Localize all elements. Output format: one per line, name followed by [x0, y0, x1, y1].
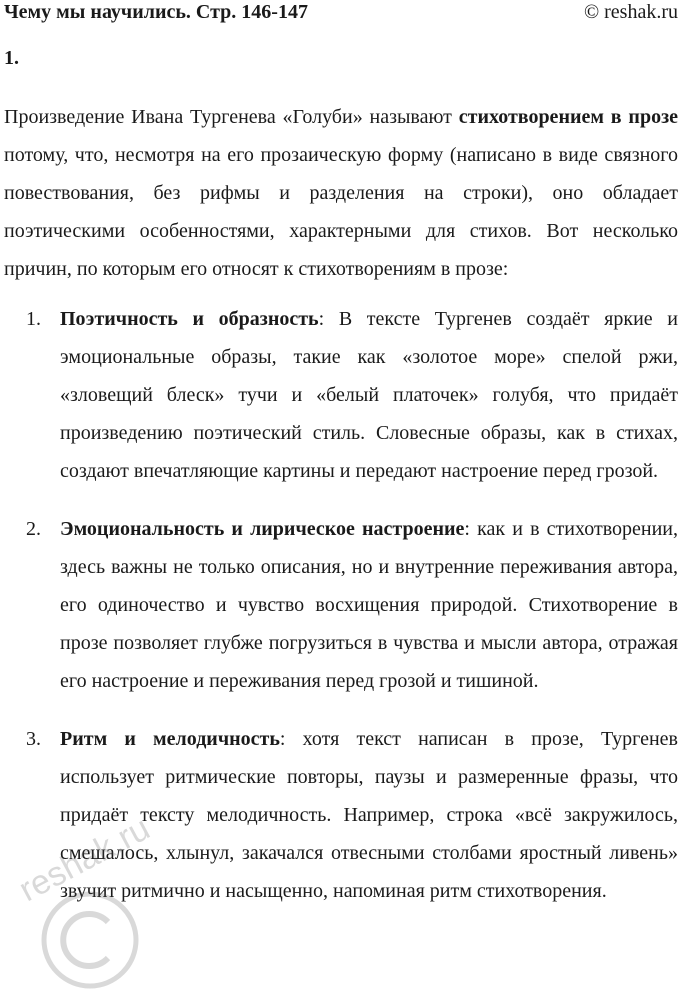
intro-text-end: потому, что, несмотря на его прозаическую форму (написано в виде связного повествования, без рифмы и разделения на строки), оно обладает поэтическими особенностями, характерными для стихов. Вот несколько причин, по которым его относят к стихотворениям в прозе:: [4, 144, 678, 280]
list-item-text: : как и в стихотворении, здесь важны не только описания, но и внутренние переживания автора, его одиночество и чувство восхищения природой. Стихотворение в прозе позволяет глубже погрузиться в чувства и мысли автора, отражая его настроение и переживания перед грозой и тишиной.: [60, 518, 678, 692]
source-label: © reshak.ru: [583, 1, 678, 23]
list-item-text: : хотя текст написан в прозе, Тургенев использует ритмические повторы, паузы и размеренные фразы, что придаёт тексту мелодичность. Например, строка «всё закружилось, смешалось, хлынул, закачался отвесными столбами яростный ливень» звучит ритмично и насыщенно, напоминая ритм стихотворения.: [60, 728, 678, 902]
list-item-number: 1.: [26, 308, 41, 330]
page-title: Чему мы научились. Стр. 146-147: [4, 1, 308, 23]
list-item: [4, 510, 678, 700]
list-item-number: 3.: [26, 728, 41, 750]
intro-text-start: Произведение Ивана Тургенева «Голуби» называют: [4, 106, 459, 128]
intro-paragraph: [4, 98, 678, 288]
list-item-title: Поэтичность и образность: [60, 308, 319, 330]
watermark-text: reshak.ru: [12, 809, 156, 910]
list-item-number: 2.: [26, 518, 41, 540]
list-item-text: : В тексте Тургенев создаёт яркие и эмоциональные образы, такие как «золотое море» спелой ржи, «зловещий блеск» тучи и «белый платочек» голубя, что придаёт произведению поэтический стиль. Словесные образы, как в стихах, создают впечатляющие картины и передают настроение перед грозой.: [60, 308, 678, 482]
list-item: [4, 720, 678, 910]
page-header: [4, 0, 678, 26]
task-number: 1.: [4, 47, 19, 69]
list-item-title: Эмоциональность и лирическое настроение: [60, 518, 465, 540]
intro-bold-term: стихотворением в прозе: [458, 106, 678, 128]
list-item: [4, 300, 678, 490]
reasons-list: [4, 300, 678, 910]
list-item-title: Ритм и мелодичность: [60, 728, 280, 750]
